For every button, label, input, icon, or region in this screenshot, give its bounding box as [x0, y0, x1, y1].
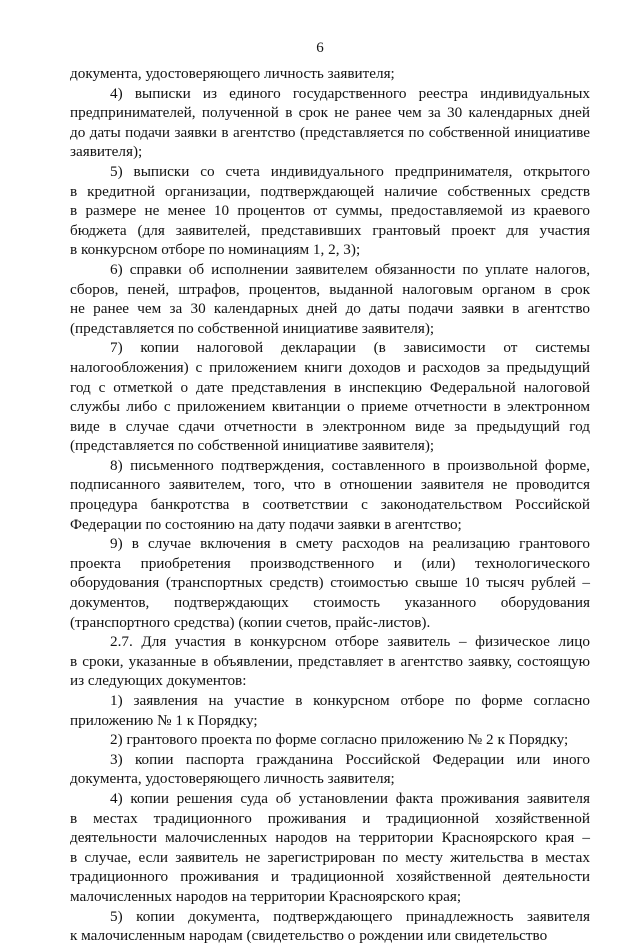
text-line: 2) грантового проекта по форме согласно приложению № 2 к Порядку;: [110, 731, 569, 749]
text-line: в кредитной организации, подтверждающей наличие собственных средств: [70, 182, 590, 200]
text-line: 4) выписки из единого государственного реестра индивидуальных: [110, 84, 590, 102]
paragraph: [70, 691, 590, 730]
text-line: не ранее чем за 30 календарных дней до даты подачи заявки в агентство: [70, 300, 590, 318]
paragraph: [70, 260, 590, 338]
text-line: 1) заявления на участие в конкурсном отборе по форме согласно: [110, 692, 590, 709]
paragraph: [70, 789, 590, 907]
text-line: Федерации по состоянию на дату подачи заявки в агентство;: [70, 515, 462, 533]
text-line: службы либо с приложением квитанции о приеме отчетности в электронном: [70, 398, 590, 416]
text-line: 5) копии документа, подтверждающего принадлежность заявителя: [110, 907, 590, 925]
text-line: (транспортного средства) (копии счетов, прайс-листов).: [70, 613, 431, 631]
text-line: проекта приобретения производственного и (или) технологического: [70, 554, 590, 572]
text-line: 9) в случае включения в смету расходов на реализацию грантового: [110, 535, 590, 553]
text-line: оборудования (транспортных средств) стоимостью свыше 10 тысяч рублей –: [70, 574, 590, 592]
text-line: 7) копии налоговой декларации (в зависимости от системы: [110, 339, 590, 357]
text-line: из следующих документов:: [70, 672, 247, 690]
document-body: [70, 64, 590, 946]
text-line: малочисленных народов на территории Красноярского края;: [70, 887, 462, 905]
page-number: 6: [316, 40, 324, 56]
text-line: 4) копии решения суда об установлении факта проживания заявителя: [110, 789, 590, 807]
text-line: процедура банкротства в соответствии с законодательством Российской: [70, 496, 590, 514]
paragraph: [70, 534, 590, 632]
paragraph: [70, 750, 590, 789]
text-line: сборов, пеней, штрафов, процентов, выданной налоговым органом в срок: [70, 280, 590, 298]
text-line: к малочисленным народам (свидетельство о рождении или свидетельство: [70, 927, 548, 945]
text-line: в сроки, указанные в объявлении, представляет в агентство заявку, состоящую: [70, 652, 590, 670]
paragraph: [70, 730, 590, 750]
text-line: в размере не менее 10 процентов от суммы, предоставляемой из краевого: [70, 202, 590, 220]
paragraph: [70, 162, 590, 260]
paragraph: [70, 907, 590, 946]
text-line: деятельности малочисленных народов на территории Красноярского края –: [70, 829, 590, 847]
text-line: в местах традиционного проживания и традиционной хозяйственной: [70, 809, 590, 827]
text-line: документа, удостоверяющего личность заявителя;: [70, 770, 395, 788]
text-line: бюджета (для заявителей, представивших грантовый проект для участия: [70, 221, 590, 239]
text-line: виде в случае сдачи отчетности в электронном виде за предыдущий год: [70, 417, 590, 435]
text-line: в случае, если заявитель не зарегистрирован по месту жительства в местах: [70, 848, 590, 866]
text-line: до даты подачи заявки в агентство (представляется по собственной инициативе: [70, 123, 590, 141]
paragraph: [70, 338, 590, 456]
text-line: 5) выписки со счета индивидуального предпринимателя, открытого: [110, 162, 590, 180]
text-line: (представляется по собственной инициативе заявителя);: [70, 437, 435, 455]
paragraph: [70, 64, 590, 84]
text-line: заявителя);: [70, 143, 143, 161]
text-line: документов, подтверждающих стоимость указанного оборудования: [70, 594, 590, 612]
paragraph: [70, 632, 590, 691]
text-line: 6) справки об исполнении заявителем обязанности по уплате налогов,: [110, 260, 590, 278]
text-line: в конкурсном отборе по номинациям 1, 2, 3);: [70, 241, 361, 259]
text-line: 3) копии паспорта гражданина Российской Федерации или иного: [110, 750, 590, 768]
text-line: налогообложения) с приложением книги доходов и расходов за предыдущий: [70, 358, 590, 376]
text-line: документа, удостоверяющего личность заявителя;: [70, 65, 395, 82]
text-line: приложению № 1 к Порядку;: [70, 711, 258, 729]
text-line: (представляется по собственной инициативе заявителя);: [70, 319, 435, 337]
paragraph: [70, 456, 590, 534]
text-line: предпринимателей, полученной в срок не ранее чем за 30 календарных дней: [70, 104, 590, 122]
text-line: год с отметкой о дате представления в инспекцию Федеральной налоговой: [70, 378, 590, 396]
text-line: 8) письменного подтверждения, составленного в произвольной форме,: [110, 456, 590, 474]
text-line: подписанного заявителем, того, что в отношении заявителя не проводится: [70, 476, 590, 494]
paragraph: [70, 84, 590, 162]
text-line: 2.7. Для участия в конкурсном отборе заявитель – физическое лицо: [110, 633, 590, 651]
text-line: традиционного проживания и традиционной хозяйственной деятельности: [70, 868, 590, 886]
